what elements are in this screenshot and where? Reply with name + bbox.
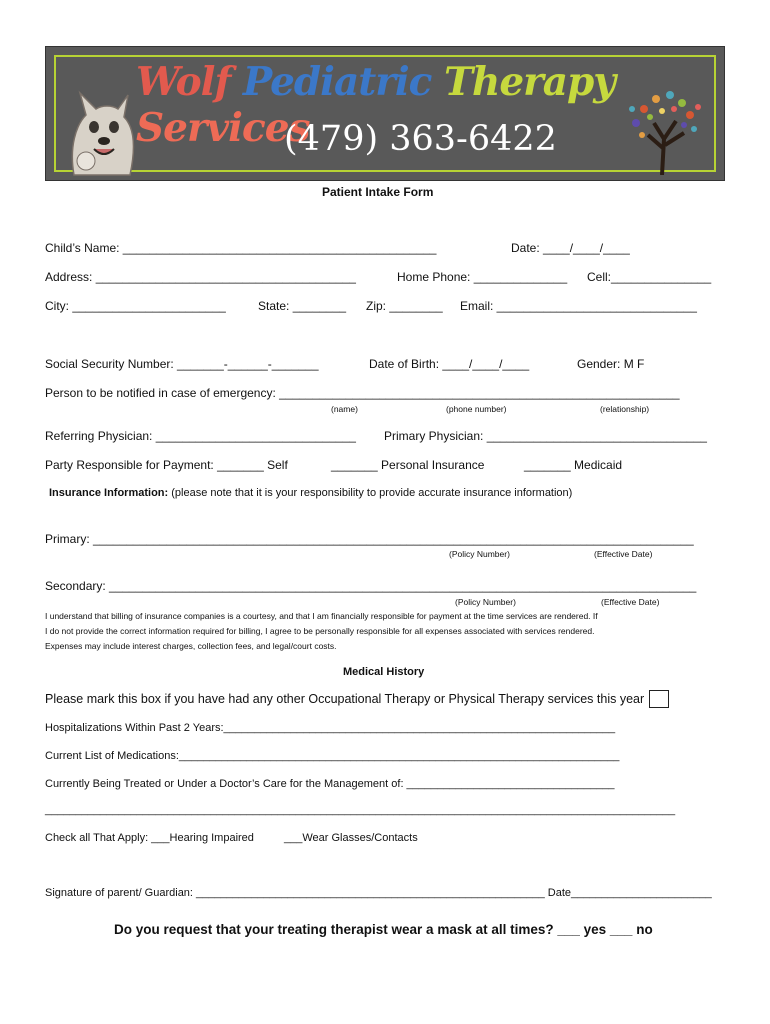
secondary-policy-caption: (Policy Number) <box>455 597 516 607</box>
address-field[interactable]: Address: _______________________________________ <box>45 270 356 284</box>
hospitalizations-field[interactable]: Hospitalizations Within Past 2 Years:________________________________________________________________ <box>45 722 616 734</box>
disclaimer-line-2: I do not provide the correct information required for billing, I agree to be personally responsible for all expenses associated with services rendered. <box>45 626 595 636</box>
home-phone-field[interactable]: Home Phone: ______________ <box>397 270 568 284</box>
insurance-heading-line <box>49 487 572 499</box>
header-banner <box>45 46 725 181</box>
gender-field[interactable]: Gender: M F <box>577 357 645 371</box>
zip-field[interactable]: Zip: ________ <box>366 299 443 313</box>
secondary-effective-caption: (Effective Date) <box>601 597 660 607</box>
child-name-field[interactable]: Child’s Name: _______________________________________________ <box>45 241 437 255</box>
prior-therapy-checkbox[interactable] <box>649 690 669 708</box>
state-field[interactable]: State: ________ <box>258 299 347 313</box>
disclaimer-line-3: Expenses may include interest charges, collection fees, and legal/court costs. <box>45 641 337 651</box>
ssn-field[interactable]: Social Security Number: _______-______-_______ <box>45 357 319 371</box>
primary-effective-caption: (Effective Date) <box>594 549 653 559</box>
insurance-heading: Insurance Information: <box>49 487 169 499</box>
insurance-note: (please note that it is your responsibility to provide accurate insurance information) <box>168 487 573 499</box>
referring-physician-field[interactable]: Referring Physician: ______________________________ <box>45 429 356 443</box>
hearing-impaired-option[interactable]: Check all That Apply: ___Hearing Impaired <box>45 832 254 844</box>
prior-therapy-prompt: Please mark this box if you have had any other Occupational Therapy or Physical Therapy services this year <box>45 692 645 706</box>
email-field[interactable]: Email: ______________________________ <box>460 299 697 313</box>
primary-policy-caption: (Policy Number) <box>449 549 510 559</box>
party-personal-insurance[interactable]: _______ Personal Insurance <box>331 458 485 472</box>
emergency-phone-caption: (phone number) <box>446 404 507 414</box>
glasses-option[interactable]: ___Wear Glasses/Contacts <box>284 832 418 844</box>
primary-insurance-field[interactable]: Primary: __________________________________________________________________________________________ <box>45 532 694 546</box>
banner-title: Wolf Pediatric Therapy Services <box>136 59 615 151</box>
city-field[interactable]: City: _______________________ <box>45 299 226 313</box>
emergency-contact-field[interactable]: Person to be notified in case of emergency: ____________________________________________________________ <box>45 386 680 400</box>
date-field[interactable]: Date: ____/____/____ <box>511 241 630 255</box>
emergency-relationship-caption: (relationship) <box>600 404 650 414</box>
tree-icon <box>624 79 706 175</box>
dob-field[interactable]: Date of Birth: ____/____/____ <box>369 357 530 371</box>
signature-field[interactable]: Signature of parent/ Guardian: _________________________________________________________ Date_______________________ <box>45 887 712 899</box>
secondary-insurance-field[interactable]: Secondary: ________________________________________________________________________________________ <box>45 579 697 593</box>
party-responsible-self[interactable]: Party Responsible for Payment: _______ Self <box>45 458 288 472</box>
form-title: Patient Intake Form <box>322 185 434 199</box>
disclaimer-line-1: I understand that billing of insurance companies is a courtesy, and that I am financially responsible for payment at the time services are rendered. If <box>45 611 598 621</box>
treatment-extra-line[interactable]: _______________________________________________________________________________________________________ <box>45 804 676 816</box>
banner-phone: (479) 363-6422 <box>284 119 557 159</box>
medical-history-heading: Medical History <box>343 666 425 678</box>
cell-field[interactable]: Cell:_______________ <box>587 270 712 284</box>
mask-question[interactable]: Do you request that your treating therapist wear a mask at all times? ___ yes ___ no <box>114 922 653 937</box>
party-medicaid[interactable]: _______ Medicaid <box>524 458 623 472</box>
medications-field[interactable]: Current List of Medications:________________________________________________________________________ <box>45 750 620 762</box>
treatment-field[interactable]: Currently Being Treated or Under a Doctor’s Care for the Management of: __________________________________ <box>45 778 615 790</box>
emergency-name-caption: (name) <box>331 404 358 414</box>
primary-physician-field[interactable]: Primary Physician: _________________________________ <box>384 429 707 443</box>
wolf-mascot-icon <box>64 87 144 177</box>
